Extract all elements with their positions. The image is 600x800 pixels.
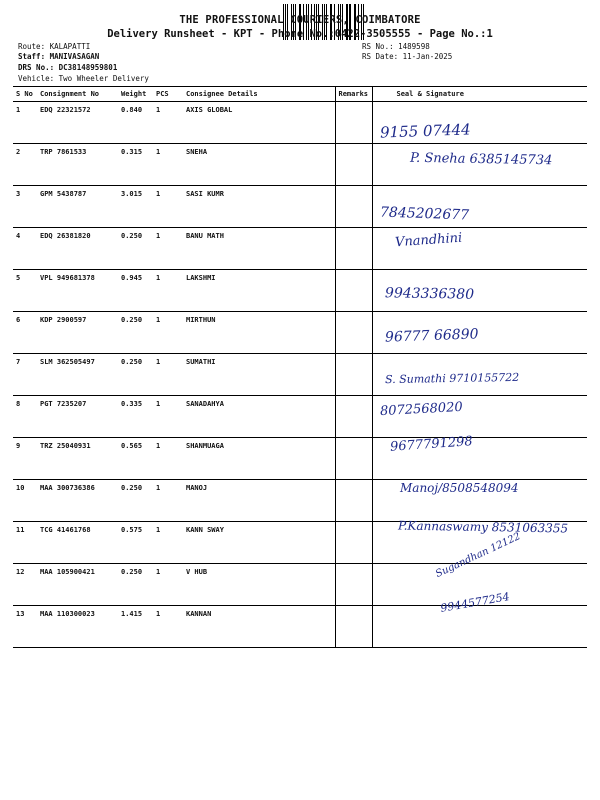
cell-pcs: 1 <box>153 354 183 396</box>
company-title: THE PROFESSIONAL COURIERS, COIMBATORE <box>179 14 421 26</box>
handwritten-signature: 8072568020 <box>379 399 464 420</box>
cell-consignee: SASI KUMR <box>183 186 335 228</box>
cell-weight: 0.250 <box>118 228 153 270</box>
table-row <box>13 606 587 648</box>
table-header-row <box>13 87 587 102</box>
handwritten-signature: 9677791298 <box>389 434 474 455</box>
cell-cno: KDP 2900597 <box>37 312 118 354</box>
col-remarks-header: Remarks <box>335 87 372 102</box>
cell-pcs: 1 <box>153 186 183 228</box>
cell-remarks <box>335 144 372 186</box>
handwritten-signature: 9944577254 <box>439 590 511 615</box>
cell-pcs: 1 <box>153 144 183 186</box>
cell-cno: SLM 362505497 <box>37 354 118 396</box>
runsheet-table <box>13 86 587 648</box>
cell-weight: 0.250 <box>118 312 153 354</box>
cell-weight: 1.415 <box>118 606 153 648</box>
cell-pcs: 1 <box>153 312 183 354</box>
cell-sno: 6 <box>13 312 37 354</box>
table-row <box>13 228 587 270</box>
handwritten-signature: 7845202677 <box>379 204 470 224</box>
cell-sno: 9 <box>13 438 37 480</box>
cell-pcs: 1 <box>153 102 183 144</box>
rs-date: RS Date: 11-Jan-2025 <box>362 52 453 61</box>
cell-consignee: MIRTHUN <box>183 312 335 354</box>
cell-cno: MAA 300736386 <box>37 480 118 522</box>
col-consignee-header: Consignee Details <box>183 87 335 102</box>
table-row <box>13 270 587 312</box>
rs-number: RS No.: 1489598 <box>362 42 430 51</box>
cell-sno: 7 <box>13 354 37 396</box>
cell-remarks <box>335 438 372 480</box>
cell-sno: 5 <box>13 270 37 312</box>
cell-sno: 1 <box>13 102 37 144</box>
cell-sno: 8 <box>13 396 37 438</box>
cell-pcs: 1 <box>153 522 183 564</box>
cell-consignee: KANN SWAY <box>183 522 335 564</box>
cell-remarks <box>335 354 372 396</box>
handwritten-signature: P. Sneha 6385145734 <box>409 150 553 169</box>
col-signature-header: Seal & Signature <box>372 87 587 102</box>
cell-signature <box>372 606 587 648</box>
cell-pcs: 1 <box>153 228 183 270</box>
cell-weight: 0.250 <box>118 354 153 396</box>
vehicle-label: Vehicle: Two Wheeler Delivery <box>18 74 149 83</box>
cell-remarks <box>335 606 372 648</box>
drs-number: DRS No.: DC38148959801 <box>18 63 118 72</box>
route-label: Route: KALAPATTI <box>18 42 91 51</box>
cell-sno: 2 <box>13 144 37 186</box>
cell-pcs: 1 <box>153 480 183 522</box>
cell-consignee: SNEHA <box>183 144 335 186</box>
table-row <box>13 396 587 438</box>
cell-cno: EDQ 22321572 <box>37 102 118 144</box>
cell-consignee: AXIS GLOBAL <box>183 102 335 144</box>
table-row <box>13 312 587 354</box>
cell-remarks <box>335 270 372 312</box>
cell-cno: PGT 7235207 <box>37 396 118 438</box>
handwritten-signature: 9943336380 <box>384 285 475 303</box>
cell-cno: TRZ 25040931 <box>37 438 118 480</box>
cell-remarks <box>335 228 372 270</box>
handwritten-signature: Vnandhini <box>394 230 463 251</box>
cell-pcs: 1 <box>153 438 183 480</box>
cell-weight: 0.250 <box>118 564 153 606</box>
cell-cno: MAA 110300023 <box>37 606 118 648</box>
cell-pcs: 1 <box>153 606 183 648</box>
col-sno-header: S No <box>13 87 37 102</box>
cell-remarks <box>335 312 372 354</box>
cell-sno: 4 <box>13 228 37 270</box>
cell-weight: 0.575 <box>118 522 153 564</box>
cell-sno: 13 <box>13 606 37 648</box>
cell-pcs: 1 <box>153 270 183 312</box>
cell-remarks <box>335 522 372 564</box>
cell-remarks <box>335 480 372 522</box>
runsheet-subtitle: Delivery Runsheet - KPT - Phone No.:0422-3505555 - Page No.:1 <box>107 28 493 40</box>
cell-cno: GPM 5438787 <box>37 186 118 228</box>
cell-pcs: 1 <box>153 396 183 438</box>
cell-consignee: V HUB <box>183 564 335 606</box>
handwritten-signature: Sugandhan 12122 <box>434 531 523 580</box>
cell-weight: 0.565 <box>118 438 153 480</box>
cell-cno: TRP 7861533 <box>37 144 118 186</box>
handwritten-signature: S. Sumathi 9710155722 <box>384 370 520 387</box>
cell-consignee: LAKSHMI <box>183 270 335 312</box>
handwritten-signature: 9155 07444 <box>379 120 471 142</box>
cell-consignee: BANU MATH <box>183 228 335 270</box>
cell-cno: VPL 949681378 <box>37 270 118 312</box>
cell-cno: EDQ 26381820 <box>37 228 118 270</box>
cell-consignee: SHANMUAGA <box>183 438 335 480</box>
cell-weight: 0.315 <box>118 144 153 186</box>
cell-consignee: KANNAN <box>183 606 335 648</box>
cell-consignee: MANOJ <box>183 480 335 522</box>
cell-weight: 0.250 <box>118 480 153 522</box>
cell-weight: 3.015 <box>118 186 153 228</box>
cell-remarks <box>335 564 372 606</box>
cell-cno: TCG 41461768 <box>37 522 118 564</box>
col-consignment-header: Consignment No <box>37 87 118 102</box>
cell-sno: 11 <box>13 522 37 564</box>
cell-sno: 3 <box>13 186 37 228</box>
cell-cno: MAA 105900421 <box>37 564 118 606</box>
col-weight-header: Weight <box>118 87 153 102</box>
cell-consignee: SANADAHYA <box>183 396 335 438</box>
cell-weight: 0.945 <box>118 270 153 312</box>
handwritten-signature: 96777 66890 <box>384 326 479 346</box>
cell-remarks <box>335 102 372 144</box>
cell-weight: 0.335 <box>118 396 153 438</box>
table-row <box>13 102 587 144</box>
handwritten-signature: Manoj/8508548094 <box>400 481 519 495</box>
cell-sno: 10 <box>13 480 37 522</box>
table-row <box>13 438 587 480</box>
cell-pcs: 1 <box>153 564 183 606</box>
cell-weight: 0.840 <box>118 102 153 144</box>
cell-sno: 12 <box>13 564 37 606</box>
cell-remarks <box>335 396 372 438</box>
staff-label: Staff: MANIVASAGAN <box>18 52 100 61</box>
cell-remarks <box>335 186 372 228</box>
cell-consignee: SUMATHI <box>183 354 335 396</box>
col-pcs-header: PCS <box>153 87 183 102</box>
handwritten-signature: P.Kannaswamy 8531063355 <box>397 518 569 536</box>
table-row <box>13 186 587 228</box>
